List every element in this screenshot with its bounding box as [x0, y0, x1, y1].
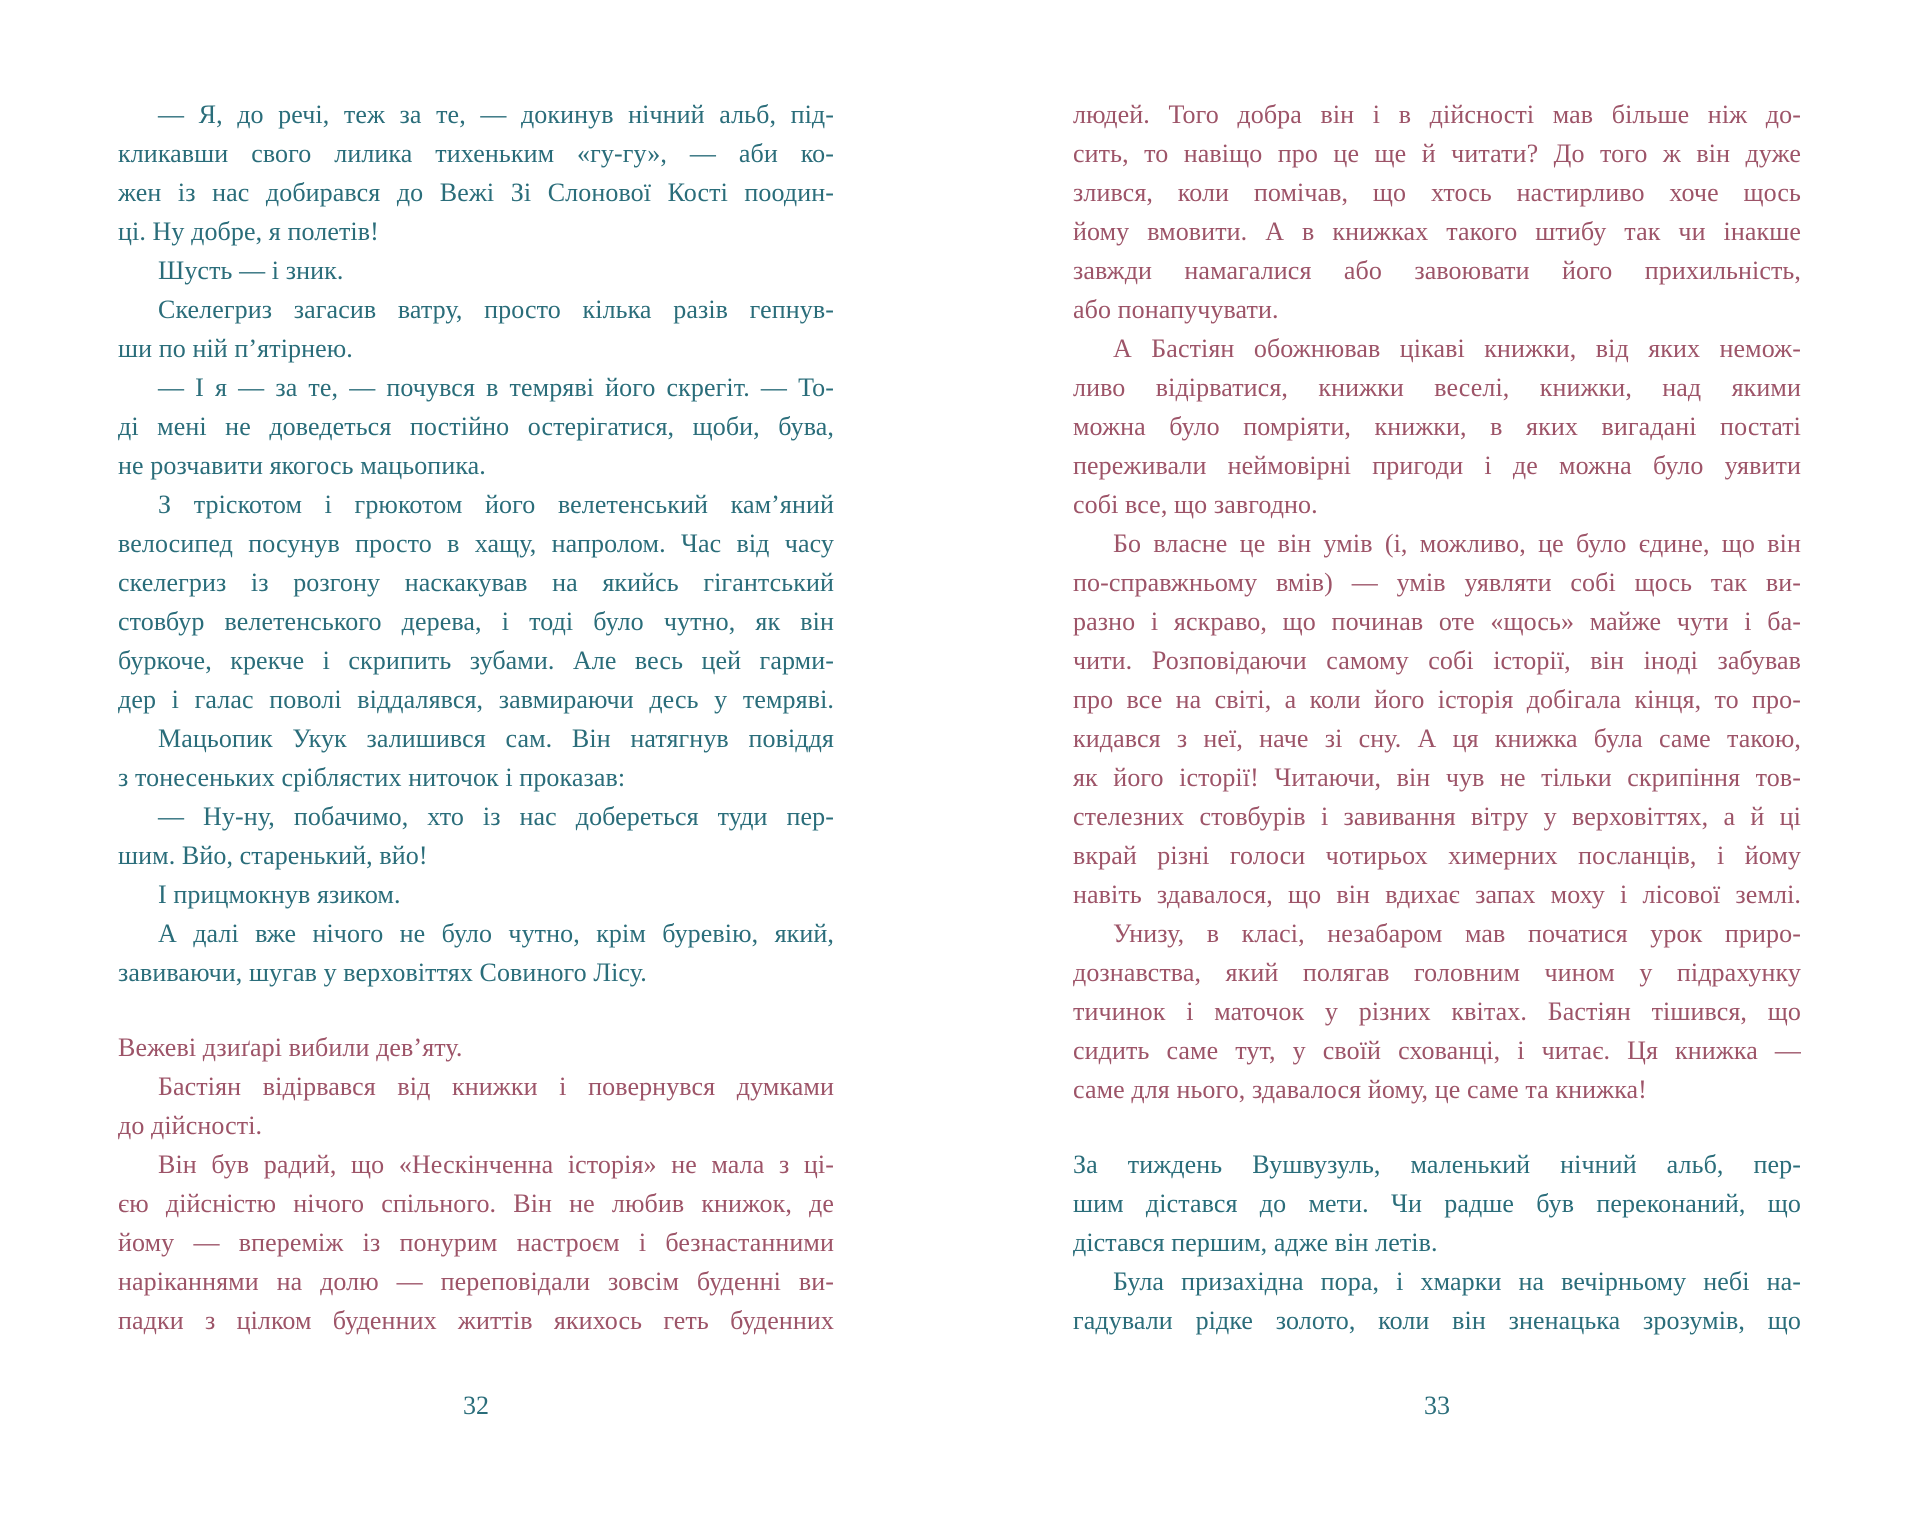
text-line: сидить саме тут, у своїй схованці, і читає. Ця книжка — [1073, 1036, 1801, 1065]
text-line: вкрай різні голоси чотирьох химерних посланців, і йому [1073, 841, 1801, 870]
text-line: І прицмокнув язиком. [158, 880, 401, 909]
text-line: навіть здавалося, що він вдихає запах моху і лісової землі. [1073, 880, 1801, 909]
text-line: сить, то навіщо про це ще й читати? До того ж він дуже [1073, 139, 1801, 168]
text-line: чити. Розповідаючи самому собі історії, він іноді забував [1073, 646, 1801, 675]
text-line: тичинок і маточок у різних квітах. Бастіян тішився, що [1073, 997, 1801, 1026]
text-line: як його історії! Читаючи, він чув не тільки скрипіння тов- [1073, 763, 1801, 792]
text-line: Була призахідна пора, і хмарки на вечірньому небі на- [1113, 1267, 1801, 1296]
text-line: шим дістався до мети. Чи радше був переконаний, що [1073, 1189, 1801, 1218]
right-page-number: 33 [1424, 1391, 1450, 1420]
text-line: падки з цілком буденних життів якихось геть буденних [118, 1306, 834, 1335]
text-line: переживали неймовірні пригоди і де можна було уявити [1073, 451, 1801, 480]
text-line: гадували рідке золото, коли він зненацька зрозумів, що [1073, 1306, 1801, 1335]
text-line: велосипед посунув просто в хащу, напролом. Час від часу [118, 529, 834, 558]
text-line: завжди намагалися або завоювати його прихильність, [1073, 256, 1801, 285]
text-line: стовбур велетенського дерева, і тоді було чутно, як він [118, 607, 834, 636]
text-line: За тиждень Вушвузуль, маленький нічний альб, пер- [1073, 1150, 1801, 1179]
paragraph-block [1073, 95, 1801, 1109]
text-line: — Я, до речі, теж за те, — докинув нічний альб, під- [158, 100, 834, 129]
text-line: Шусть — і зник. [158, 256, 344, 285]
text-line: шим. Вйо, старенький, вйо! [118, 841, 428, 870]
text-line: з тонесеньких сріблястих ниточок і проказав: [118, 763, 626, 792]
text-line: собі все, що завгодно. [1073, 490, 1318, 519]
paragraph-block [118, 1028, 834, 1340]
text-line: людей. Того добра він і в дійсності мав більше ніж до- [1073, 100, 1801, 129]
right-page [1073, 95, 1801, 1420]
text-line: стелезних стовбурів і завивання вітру у верховіттях, а й ці [1073, 802, 1801, 831]
text-line: Скелегриз загасив ватру, просто кілька разів гепнув- [158, 295, 834, 324]
text-line: ді мені не доведеться постійно остерігатися, щоби, бува, [118, 412, 834, 441]
text-line: йому вмовити. А в книжках такого штибу так чи інакше [1073, 217, 1801, 246]
text-line: єю дійсністю нічого спільного. Він не любив книжок, де [118, 1189, 834, 1218]
text-line: ливо відірватися, книжки веселі, книжки, над якими [1073, 373, 1801, 402]
left-page-number: 32 [463, 1391, 489, 1420]
text-line: — Ну-ну, побачимо, хто із нас добереться туди пер- [158, 802, 834, 831]
text-line: Бастіян відірвався від книжки і повернувся думками [158, 1072, 834, 1101]
text-line: наріканнями на долю — переповідали зовсім буденні ви- [118, 1267, 834, 1296]
text-line: не розчавити якогось мацьопика. [118, 451, 486, 480]
left-page-text [118, 95, 834, 1340]
text-line: по-справжньому вмів) — умів уявляти собі щось так ви- [1073, 568, 1801, 597]
text-line: йому — впереміж із понурим настроєм і безнастанними [118, 1228, 834, 1257]
text-line: Він був радий, що «Нескінченна історія» не мала з ці- [158, 1150, 834, 1179]
text-line: З тріскотом і грюкотом його велетенський кам’яний [158, 490, 834, 519]
text-line: Вежеві дзиґарі вибили дев’яту. [118, 1033, 463, 1062]
text-line: А далі вже нічого не було чутно, крім буревію, який, [158, 919, 834, 948]
text-line: ши по ній п’ятірнею. [118, 334, 353, 363]
text-line: злився, коли помічав, що хтось настирливо хоче щось [1073, 178, 1801, 207]
text-line: саме для нього, здавалося йому, це саме та книжка! [1073, 1075, 1647, 1104]
text-line: дістався першим, адже він летів. [1073, 1228, 1438, 1257]
text-line: — І я — за те, — почувся в темряві його скрегіт. — То- [158, 373, 834, 402]
left-page [118, 95, 834, 1420]
text-line: кидався з неї, наче зі сну. А ця книжка була саме такою, [1073, 724, 1801, 753]
text-line: про все на світі, а коли його історія добігала кінця, то про- [1073, 685, 1801, 714]
text-line: завиваючи, шугав у верховіттях Совиного Лісу. [118, 958, 647, 987]
right-page-text [1073, 95, 1801, 1340]
text-line: можна було помріяти, книжки, в яких вигадані постаті [1073, 412, 1801, 441]
text-line: або понапучувати. [1073, 295, 1279, 324]
text-line: ці. Ну добре, я полетів! [118, 217, 379, 246]
text-line: разно і яскраво, що починав оте «щось» майже чути і ба- [1073, 607, 1801, 636]
text-line: дер і галас поволі віддалявся, завмираючи десь у темряві. [118, 685, 834, 714]
text-line: А Бастіян обожнював цікаві книжки, від яких немож- [1113, 334, 1801, 363]
text-line: Бо власне це він умів (і, можливо, це було єдине, що він [1113, 529, 1801, 558]
text-line: дознавства, який полягав головним чином у підрахунку [1073, 958, 1801, 987]
text-line: кликавши свого лилика тихеньким «гу-гу», — аби ко- [118, 139, 834, 168]
paragraph-block [118, 95, 834, 992]
text-line: Унизу, в класі, незабаром мав початися урок приро- [1113, 919, 1801, 948]
text-line: Мацьопик Укук залишився сам. Він натягнув повіддя [158, 724, 834, 753]
paragraph-block [1073, 1145, 1801, 1340]
text-line: буркоче, крекче і скрипить зубами. Але весь цей гарми- [118, 646, 834, 675]
text-line: до дійсності. [118, 1111, 263, 1140]
text-line: скелегриз із розгону наскакував на якийсь гігантський [118, 568, 834, 597]
text-line: жен із нас добирався до Вежі Зі Слонової Кості поодин- [118, 178, 834, 207]
